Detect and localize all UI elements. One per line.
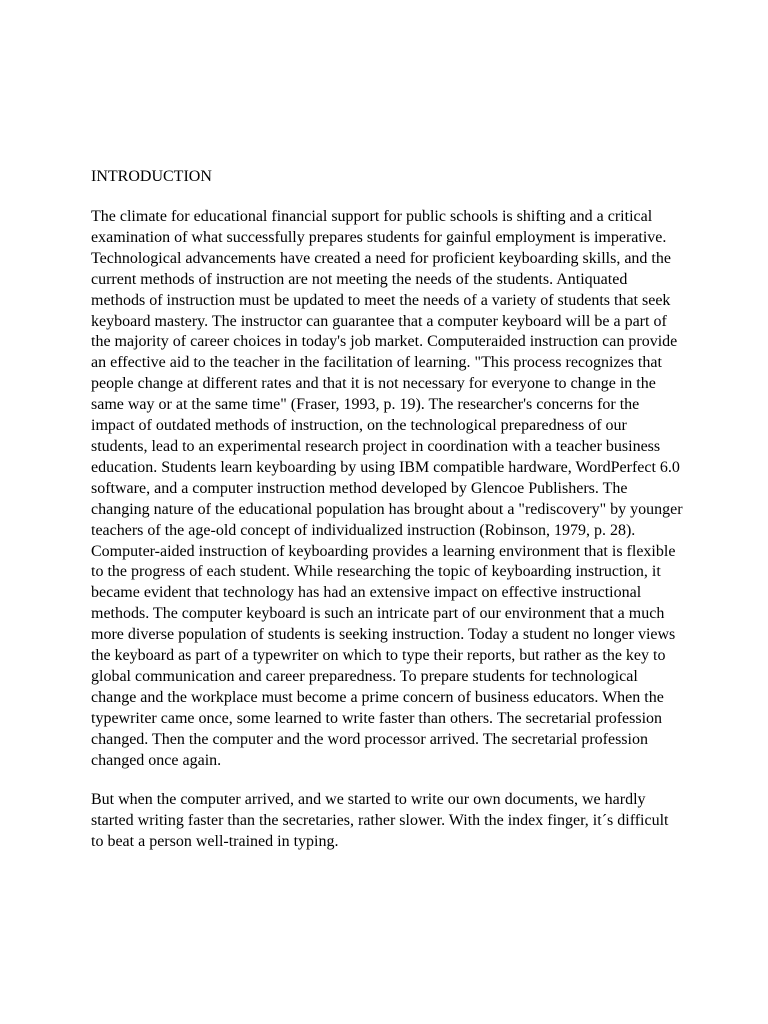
paragraph-2: But when the computer arrived, and we started to write our own documents, we hardly started writing faster than the secretaries, rather slower. With the index finger, it´s difficult to beat a person well-trained in typing. <box>91 791 669 851</box>
section-heading: INTRODUCTION <box>91 168 212 185</box>
document-body <box>91 166 683 853</box>
paragraph-1: The climate for educational financial support for public schools is shifting and a critical examination of what successfully prepares students for gainful employment is imperative. Technological advancements have created a need for proficient keyboarding skills, and the current methods of instruction are not meeting the needs of the students. Antiquated methods of instruction must be updated to meet the needs of a variety of students that seek keyboard mastery. The instructor can guarantee that a computer keyboard will be a part of the majority of career choices in today's job market. Computeraided instruction can provide an effective aid to the teacher in the facilitation of learning. "This process recognizes that people change at different rates and that it is not necessary for everyone to change in the same way or at the same time" (Fraser, 1993, p. 19). The researcher's concerns for the impact of outdated methods of instruction, on the technological preparedness of our students, lead to an experimental research project in coordination with a teacher business education. Students learn keyboarding by using IBM compatible hardware, WordPerfect 6.0 software, and a computer instruction method developed by Glencoe Publishers. The changing nature of the educational population has brought about a "rediscovery" by younger teachers of the age-old concept of individualized instruction (Robinson, 1979, p. 28). Computer-aided instruction of keyboarding provides a learning environment that is flexible to the progress of each student. While researching the topic of keyboarding instruction, it became evident that technology has had an extensive impact on effective instructional methods. The computer keyboard is such an intricate part of our environment that a much more diverse population of students is seeking instruction. Today a student no longer views the keyboard as part of a typewriter on which to type their reports, but rather as the key to global communication and career preparedness. To prepare students for technological change and the workplace must become a prime concern of business educators. When the typewriter came once, some learned to write faster than others. The secretarial profession changed. Then the computer and the word processor arrived. The secretarial profession changed once again. <box>91 208 683 769</box>
